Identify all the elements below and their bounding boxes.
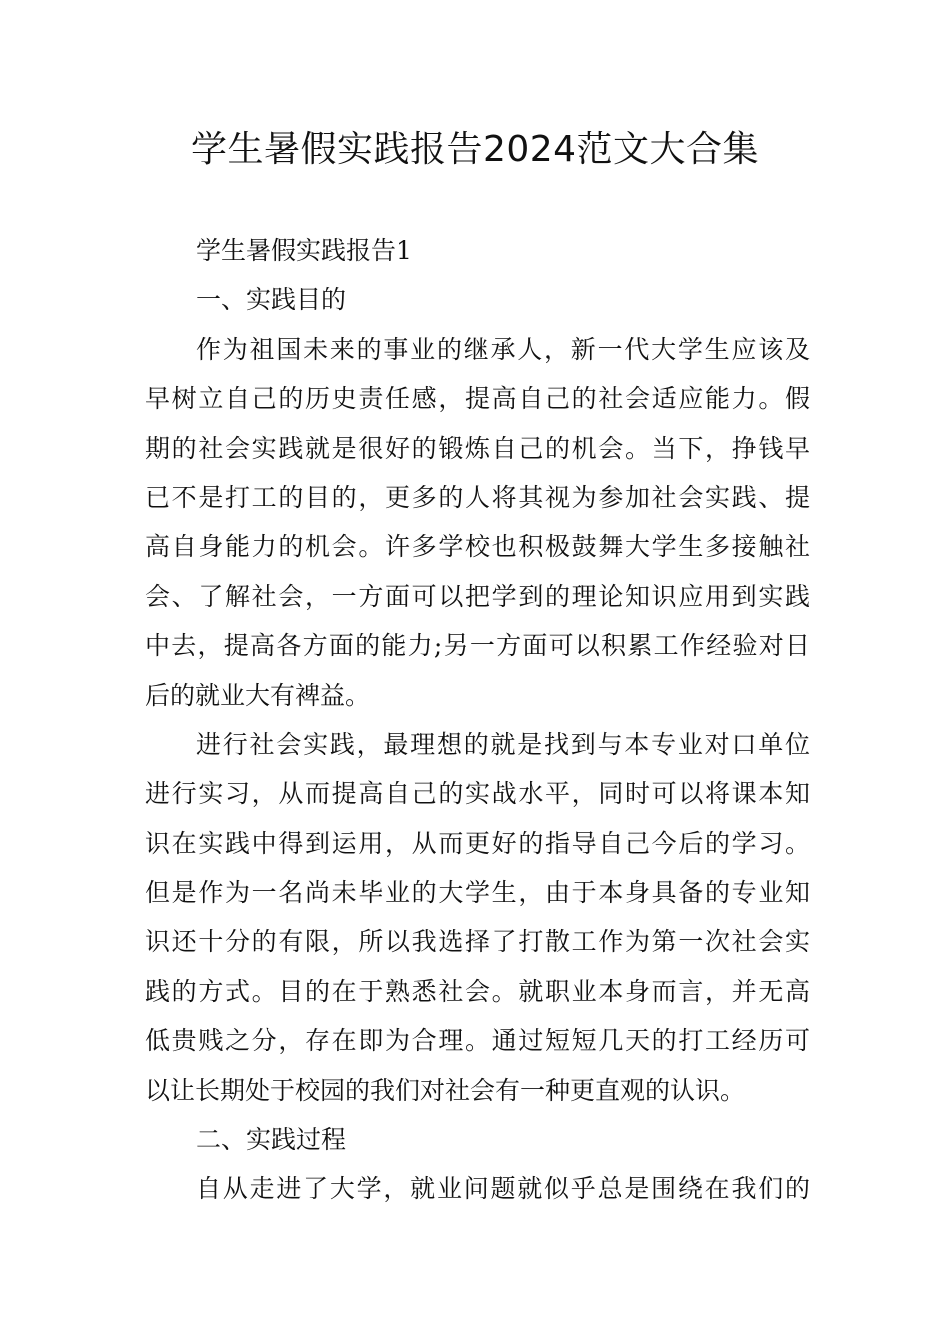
text-line: 进行实习，从而提高自己的实战水平，同时可以将课本知	[145, 779, 810, 809]
text-line: 进行社会实践，最理想的就是找到与本专业对口单位	[196, 729, 810, 759]
document-body	[145, 226, 810, 1214]
document-title: 学生暑假实践报告2024范文大合集	[190, 129, 760, 170]
text-line: 识还十分的有限，所以我选择了打散工作为第一次社会实	[145, 927, 810, 957]
text-line: 已不是打工的目的，更多的人将其视为参加社会实践、提	[145, 482, 810, 512]
section-heading-report-1: 学生暑假实践报告1	[196, 236, 412, 265]
text-line: 期的社会实践就是很好的锻炼自己的机会。当下，挣钱早	[145, 433, 810, 463]
text-line: 中去，提高各方面的能力;另一方面可以积累工作经验对日	[145, 631, 810, 661]
text-line: 后的就业大有裨益。	[145, 680, 371, 710]
section-heading-purpose: 一、实践目的	[196, 285, 347, 315]
text-line: 以让长期处于校园的我们对社会有一种更直观的认识。	[145, 1075, 746, 1105]
text-line: 但是作为一名尚未毕业的大学生，由于本身具备的专业知	[145, 878, 810, 908]
section-heading-process: 二、实践过程	[196, 1125, 347, 1155]
text-line: 自从走进了大学，就业问题就似乎总是围绕在我们的	[196, 1174, 810, 1204]
text-line: 早树立自己的历史责任感，提高自己的社会适应能力。假	[145, 384, 810, 414]
text-line: 识在实践中得到运用，从而更好的指导自己今后的学习。	[145, 828, 810, 858]
text-line: 高自身能力的机会。许多学校也积极鼓舞大学生多接触社	[145, 532, 810, 562]
text-line: 低贵贱之分，存在即为合理。通过短短几天的打工经历可	[145, 1026, 810, 1056]
text-line: 践的方式。目的在于熟悉社会。就职业本身而言，并无高	[145, 976, 810, 1006]
text-line: 会、了解社会，一方面可以把学到的理论知识应用到实践	[145, 581, 810, 611]
text-line: 作为祖国未来的事业的继承人，新一代大学生应该及	[196, 334, 810, 364]
